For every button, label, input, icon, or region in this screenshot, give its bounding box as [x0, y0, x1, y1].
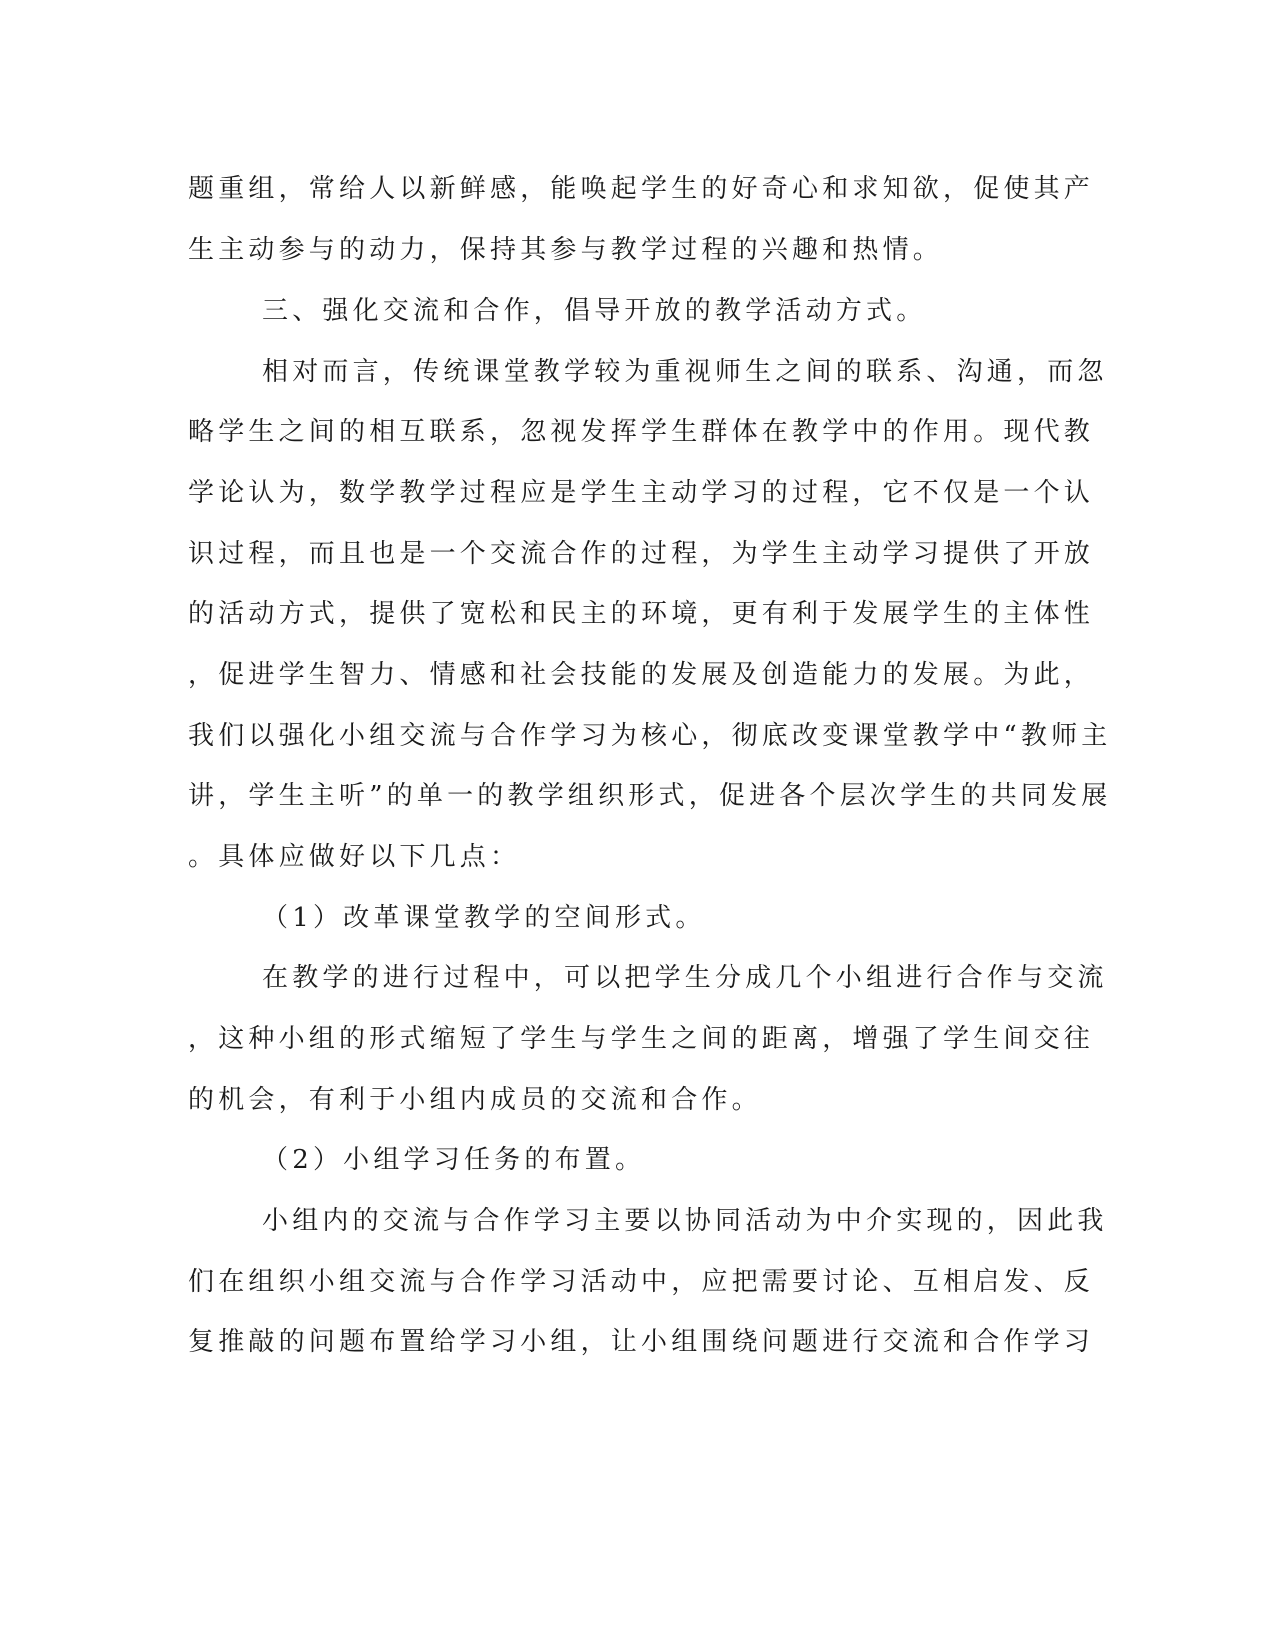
text-line: 生主动参与的动力，保持其参与教学过程的兴趣和热情。 — [188, 235, 944, 265]
section-heading: 三、强化交流和合作，倡导开放的教学活动方式。 — [262, 296, 927, 326]
text-line: 在教学的进行过程中，可以把学生分成几个小组进行合作与交流 — [262, 963, 1108, 993]
subsection-heading: （1）改革课堂教学的空间形式。 — [262, 903, 706, 933]
text-line: 小组内的交流与合作学习主要以协同活动为中介实现的，因此我 — [262, 1206, 1108, 1236]
text-line: 的活动方式，提供了宽松和民主的环境，更有利于发展学生的主体性 — [188, 599, 1095, 629]
text-line: 我们以强化小组交流与合作学习为核心，彻底改变课堂教学中“教师主 — [188, 721, 1112, 751]
text-line: ，这种小组的形式缩短了学生与学生之间的距离，增强了学生间交往 — [188, 1024, 1095, 1054]
text-line: 识过程，而且也是一个交流合作的过程，为学生主动学习提供了开放 — [188, 539, 1095, 569]
text-line: 们在组织小组交流与合作学习活动中，应把需要讨论、互相启发、反 — [188, 1267, 1095, 1297]
text-line: 相对而言，传统课堂教学较为重视师生之间的联系、沟通，而忽 — [262, 357, 1108, 387]
text-line: 学论认为，数学教学过程应是学生主动学习的过程，它不仅是一个认 — [188, 478, 1095, 508]
subsection-heading: （2）小组学习任务的布置。 — [262, 1145, 646, 1175]
text-line: 复推敲的问题布置给学习小组，让小组围绕问题进行交流和合作学习 — [188, 1327, 1095, 1357]
text-line: 题重组，常给人以新鲜感，能唤起学生的好奇心和求知欲，促使其产 — [188, 174, 1095, 204]
text-line: 略学生之间的相互联系，忽视发挥学生群体在教学中的作用。现代教 — [188, 417, 1095, 447]
text-line: 讲，学生主听”的单一的教学组织形式，促进各个层次学生的共同发展 — [188, 781, 1112, 811]
text-line: ，促进学生智力、情感和社会技能的发展及创造能力的发展。为此， — [188, 660, 1095, 690]
text-line: 。具体应做好以下几点： — [188, 842, 521, 872]
text-line: 的机会，有利于小组内成员的交流和合作。 — [188, 1085, 762, 1115]
